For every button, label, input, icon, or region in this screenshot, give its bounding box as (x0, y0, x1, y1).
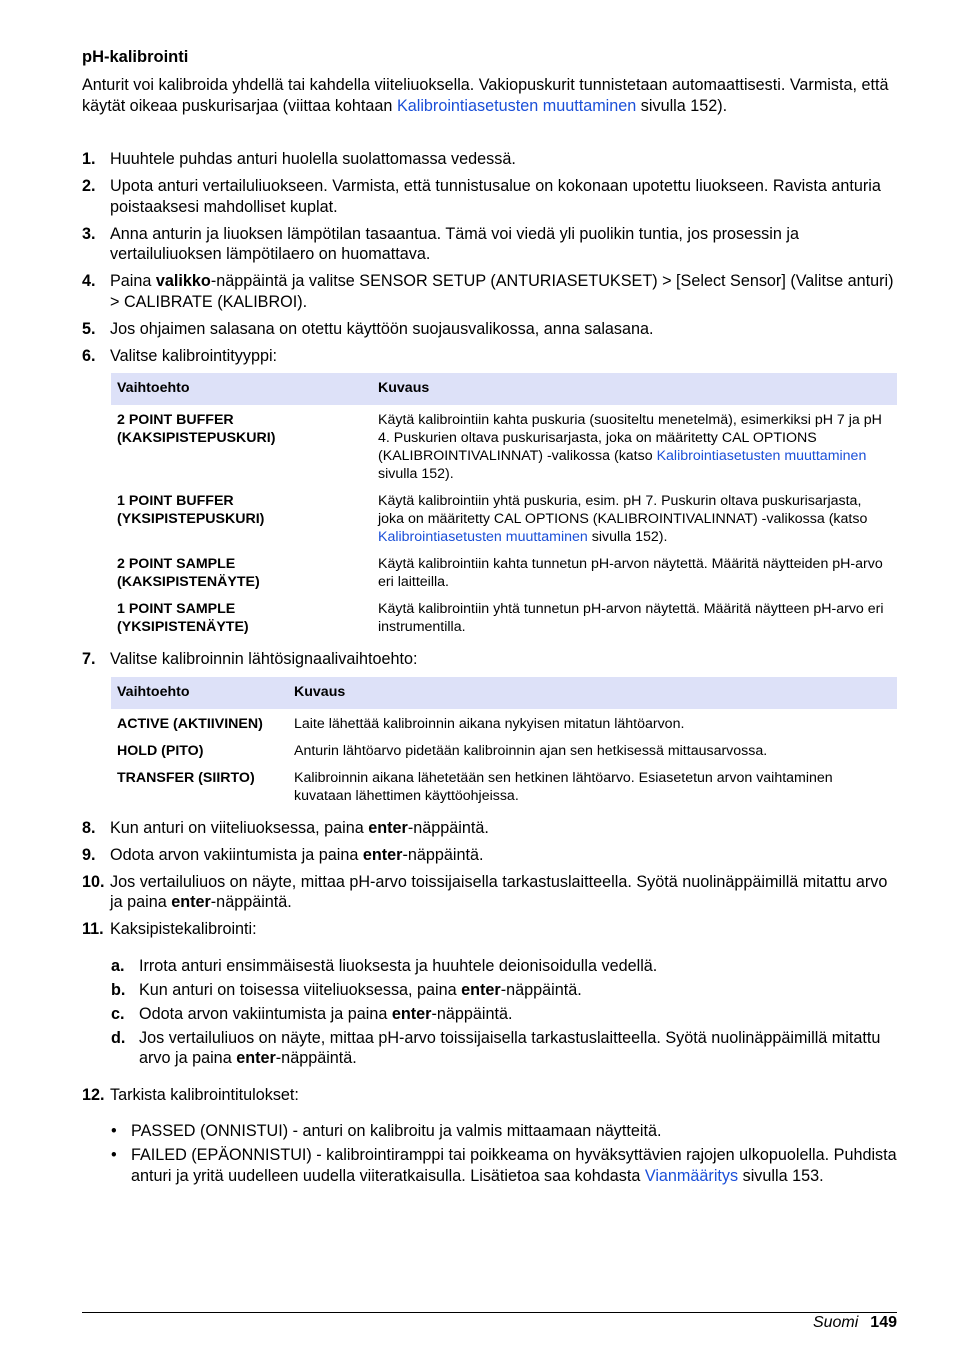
page-number: 149 (870, 1314, 897, 1331)
table-row: 1 POINT BUFFER (YKSIPISTEPUSKURI) Käytä kalibrointiin yhtä puskuria, esim. pH 7. Puskurin oltava puskurisarjasta, joka on määritetty CAL OPTIONS (KALIBROINTIVALINNAT) -valikossa (katso Kalibrointiasetusten muuttaminen sivulla 152). (117, 493, 868, 545)
section-heading: pH-kalibrointi (82, 48, 189, 66)
steps-list (82, 149, 897, 1186)
calibration-type-table (111, 373, 897, 639)
step-4: 4. Paina valikko-näppäintä ja valitse SENSOR SETUP (ANTURIASETUKSET) > [Select Sensor] (Valitse anturi) > CALIBRATE (KALIBROI). (82, 272, 894, 311)
table-header-row: Vaihtoehto Kuvaus (111, 677, 897, 709)
substep-b: b. Kun anturi on toisessa viiteliuoksessa, paina enter-näppäintä. (111, 980, 582, 999)
step-11: 11. Kaksipistekalibrointi: (82, 920, 257, 938)
table-row: HOLD (PITO) Anturin lähtöarvo pidetään kalibroinnin ajan sen hetkisessä mittausarvossa. (117, 742, 768, 759)
step-2: 2. Upota anturi vertailuliuokseen. Varmista, että tunnistusalue on kokonaan upotettu liuokseen. Ravista anturia poistaaksesi mahdolliset kuplat. (82, 177, 881, 216)
bullet-item: • FAILED (EPÄONNISTUI) - kalibrointiramppi tai poikkeama on hyväksyttävien rajojen ulkopuolella. Puhdista anturi ja yritä uudelleen uudella viiteratkaisulla. Lisätietoa saa kohdasta Vianmääritys sivulla 153. (111, 1146, 897, 1185)
step-10: 10. Jos vertailuliuos on näyte, mittaa pH-arvo toissijaisella tarkastuslaitteella. Syötä nuolinäppäimillä mitattu arvo ja paina enter-näppäintä. (82, 872, 888, 911)
link-calibration-settings[interactable]: Kalibrointiasetusten muuttaminen (378, 529, 588, 545)
page-content (82, 48, 897, 1190)
step-3: 3. Anna anturin ja liuoksen lämpötilan tasaantua. Tämä voi viedä yli puolikin tuntia, jos prosessin ja vertailuliuoksen lämpötilaero on huomattava. (82, 224, 799, 263)
step-1: 1. Huuhtele puhdas anturi huolella suolattomassa vedessä. (82, 150, 516, 168)
intro-paragraph: Anturit voi kalibroida yhdellä tai kahdella viiteliuoksella. Vakiopuskurit tunnistetaan automaattisesti. Varmista, että käytät oikeaa puskurisarjaa (viittaa kohtaan Kalibrointiasetusten muuttaminen sivulla 152). (82, 76, 889, 115)
table-row: 2 POINT BUFFER (KAKSIPISTEPUSKURI) Käytä kalibrointiin kahta puskuria (suositeltu menetelmä), esimerkiksi pH 7 ja pH 4. Puskurien oltava puskurisarjasta, joka on määritetty CAL OPTIONS (KALIBROINTIVALINNAT) -valikossa (katso Kalibrointiasetusten muuttaminen sivulla 152). (117, 412, 882, 482)
page-footer (82, 1312, 897, 1331)
table-row: ACTIVE (AKTIIVINEN) Laite lähettää kalibroinnin aikana nykyisen mitatun lähtöarvon. (117, 715, 685, 732)
step-8: 8. Kun anturi on viiteliuoksessa, paina enter-näppäintä. (82, 818, 489, 837)
substep-a: a. Irrota anturi ensimmäisestä liuoksesta ja huuhtele deionisoidulla vedellä. (111, 956, 658, 975)
substep-d: d. Jos vertailuliuos on näyte, mittaa pH-arvo toissijaisella tarkastuslaitteella. Syötä nuolinäppäimillä mitattu arvo ja paina enter-näppäintä. (111, 1028, 881, 1067)
step-6: 6. Valitse kalibrointityyppi: (82, 346, 278, 365)
bullet-item: • PASSED (ONNISTUI) - anturi on kalibroitu ja valmis mittaamaan näytteitä. (111, 1122, 662, 1140)
table-row: TRANSFER (SIIRTO) Kalibroinnin aikana lähetetään sen hetkinen lähtöarvo. Esiasetetun arvon vaihtaminen kuvataan lähettimen käyttöohjeissa. (117, 769, 833, 804)
link-troubleshooting[interactable]: Vianmääritys (644, 1166, 739, 1185)
step-12: 12. Tarkista kalibrointitulokset: (82, 1085, 299, 1104)
step-9: 9. Odota arvon vakiintumista ja paina enter-näppäintä. (82, 845, 484, 864)
table-row: 1 POINT SAMPLE (YKSIPISTENÄYTE) Käytä kalibrointiin yhtä tunnetun pH-arvon näytettä. Määritä näytteen pH-arvo eri instrumentilla. (117, 601, 884, 635)
table-header-row: Vaihtoehto Kuvaus (111, 373, 897, 405)
footer-language: Suomi (812, 1314, 859, 1331)
step-5: 5. Jos ohjaimen salasana on otettu käyttöön suojausvalikossa, anna salasana. (82, 319, 654, 338)
bullet-icon: • (111, 1146, 117, 1164)
link-calibration-settings[interactable]: Kalibrointiasetusten muuttaminen (396, 96, 637, 115)
bullet-icon: • (111, 1122, 117, 1140)
output-option-table (111, 677, 897, 808)
substep-c: c. Odota arvon vakiintumista ja paina enter-näppäintä. (111, 1004, 513, 1023)
link-calibration-settings[interactable]: Kalibrointiasetusten muuttaminen (656, 448, 867, 464)
table-row: 2 POINT SAMPLE (KAKSIPISTENÄYTE) Käytä kalibrointiin kahta tunnetun pH-arvon näytettä. Määritä näytteiden pH-arvo eri laitteilla. (117, 556, 883, 590)
step-7: 7. Valitse kalibroinnin lähtösignaalivaihtoehto: (82, 650, 418, 668)
